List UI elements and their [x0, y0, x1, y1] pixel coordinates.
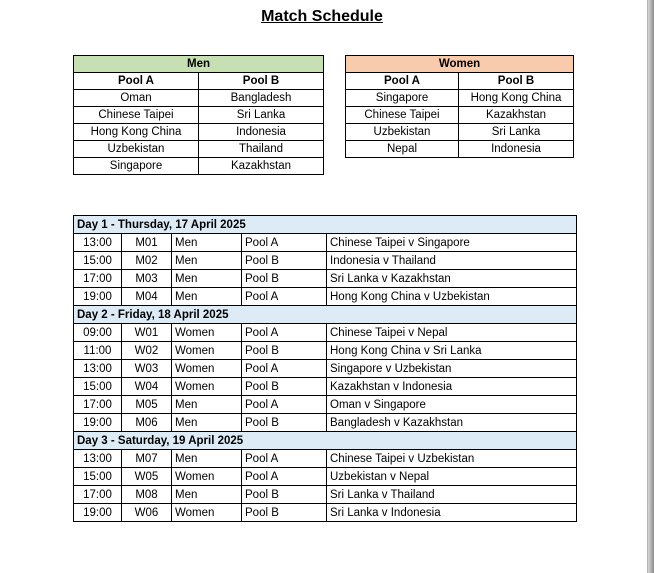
match-pool: Pool A [242, 324, 327, 342]
match-row [74, 234, 577, 252]
match-code: M04 [122, 288, 172, 306]
women-pool-b-team: Kazakhstan [459, 107, 574, 124]
match-time: 13:00 [74, 360, 122, 378]
page-title: Match Schedule [261, 8, 383, 25]
day-heading: Day 1 - Thursday, 17 April 2025 [74, 216, 577, 234]
match-time: 15:00 [74, 252, 122, 270]
women-pool-b-team: Sri Lanka [459, 124, 574, 141]
men-pools-body [74, 90, 324, 175]
women-pool-a-team: Singapore [346, 90, 459, 107]
match-category: Men [172, 396, 242, 414]
match-fixture: Chinese Taipei v Singapore [327, 234, 577, 252]
women-pools-body [346, 90, 574, 158]
match-fixture: Hong Kong China v Sri Lanka [327, 342, 577, 360]
match-time: 13:00 [74, 450, 122, 468]
women-pool-b-team: Indonesia [459, 141, 574, 158]
men-pool-b-team: Bangladesh [199, 90, 324, 107]
match-category: Men [172, 252, 242, 270]
match-fixture: Oman v Singapore [327, 396, 577, 414]
match-pool: Pool A [242, 234, 327, 252]
match-time: 17:00 [74, 396, 122, 414]
match-code: M02 [122, 252, 172, 270]
match-row [74, 252, 577, 270]
match-code: W05 [122, 468, 172, 486]
match-category: Women [172, 342, 242, 360]
match-pool: Pool B [242, 252, 327, 270]
women-pool-a-team: Chinese Taipei [346, 107, 459, 124]
match-category: Men [172, 270, 242, 288]
match-category: Women [172, 324, 242, 342]
men-pool-a-team: Oman [74, 90, 199, 107]
men-pool-row [74, 90, 324, 107]
men-heading: Men [74, 56, 324, 73]
women-pool-a-team: Uzbekistan [346, 124, 459, 141]
match-fixture: Sri Lanka v Thailand [327, 486, 577, 504]
day-heading: Day 2 - Friday, 18 April 2025 [74, 306, 577, 324]
men-pool-b-team: Thailand [199, 141, 324, 158]
match-category: Men [172, 486, 242, 504]
men-pool-b-team: Kazakhstan [199, 158, 324, 175]
men-pool-b-header: Pool B [199, 73, 324, 90]
match-code: M01 [122, 234, 172, 252]
match-time: 19:00 [74, 414, 122, 432]
women-pool-a-team: Nepal [346, 141, 459, 158]
match-code: W03 [122, 360, 172, 378]
match-schedule-body [74, 216, 577, 522]
match-code: M05 [122, 396, 172, 414]
men-pool-a-team: Singapore [74, 158, 199, 175]
match-code: M08 [122, 486, 172, 504]
women-pool-row [346, 107, 574, 124]
match-pool: Pool A [242, 288, 327, 306]
men-pool-a-header: Pool A [74, 73, 199, 90]
match-fixture: Sri Lanka v Kazakhstan [327, 270, 577, 288]
match-category: Men [172, 288, 242, 306]
women-pool-row [346, 124, 574, 141]
match-category: Women [172, 360, 242, 378]
match-pool: Pool A [242, 450, 327, 468]
match-pool: Pool A [242, 360, 327, 378]
men-pool-a-team: Hong Kong China [74, 124, 199, 141]
match-row [74, 486, 577, 504]
men-pool-a-team: Uzbekistan [74, 141, 199, 158]
match-fixture: Singapore v Uzbekistan [327, 360, 577, 378]
match-code: W02 [122, 342, 172, 360]
women-pool-b-team: Hong Kong China [459, 90, 574, 107]
men-pool-row [74, 158, 324, 175]
match-pool: Pool B [242, 414, 327, 432]
match-row [74, 360, 577, 378]
match-time: 17:00 [74, 270, 122, 288]
match-row [74, 450, 577, 468]
match-row [74, 288, 577, 306]
match-fixture: Sri Lanka v Indonesia [327, 504, 577, 522]
match-fixture: Indonesia v Thailand [327, 252, 577, 270]
match-category: Men [172, 414, 242, 432]
match-pool: Pool A [242, 396, 327, 414]
match-code: W01 [122, 324, 172, 342]
match-category: Women [172, 504, 242, 522]
men-pool-row [74, 141, 324, 158]
women-pool-row [346, 141, 574, 158]
match-row [74, 396, 577, 414]
men-pool-b-team: Sri Lanka [199, 107, 324, 124]
match-fixture: Uzbekistan v Nepal [327, 468, 577, 486]
match-row [74, 270, 577, 288]
match-category: Women [172, 468, 242, 486]
match-code: M03 [122, 270, 172, 288]
match-row [74, 342, 577, 360]
match-pool: Pool A [242, 468, 327, 486]
match-time: 15:00 [74, 468, 122, 486]
match-fixture: Kazakhstan v Indonesia [327, 378, 577, 396]
match-time: 09:00 [74, 324, 122, 342]
match-time: 17:00 [74, 486, 122, 504]
match-time: 13:00 [74, 234, 122, 252]
match-category: Men [172, 450, 242, 468]
match-time: 11:00 [74, 342, 122, 360]
match-fixture: Chinese Taipei v Nepal [327, 324, 577, 342]
match-pool: Pool B [242, 486, 327, 504]
women-heading: Women [346, 56, 574, 73]
match-fixture: Bangladesh v Kazakhstan [327, 414, 577, 432]
match-pool: Pool B [242, 378, 327, 396]
men-pool-row [74, 124, 324, 141]
match-code: W04 [122, 378, 172, 396]
men-pool-row [74, 107, 324, 124]
day-header-row [74, 432, 577, 450]
match-row [74, 324, 577, 342]
women-pool-b-header: Pool B [459, 73, 574, 90]
match-pool: Pool B [242, 504, 327, 522]
women-pool-a-header: Pool A [346, 73, 459, 90]
match-code: M06 [122, 414, 172, 432]
day-heading: Day 3 - Saturday, 19 April 2025 [74, 432, 577, 450]
match-time: 19:00 [74, 288, 122, 306]
match-fixture: Chinese Taipei v Uzbekistan [327, 450, 577, 468]
women-pool-row [346, 90, 574, 107]
match-fixture: Hong Kong China v Uzbekistan [327, 288, 577, 306]
day-header-row [74, 306, 577, 324]
men-pools-table [73, 55, 324, 175]
match-row [74, 414, 577, 432]
day-header-row [74, 216, 577, 234]
match-row [74, 468, 577, 486]
match-pool: Pool B [242, 270, 327, 288]
match-category: Men [172, 234, 242, 252]
page-shadow [648, 0, 654, 573]
women-pools-table [345, 55, 574, 158]
men-pool-b-team: Indonesia [199, 124, 324, 141]
match-pool: Pool B [242, 342, 327, 360]
match-row [74, 378, 577, 396]
match-category: Women [172, 378, 242, 396]
match-time: 15:00 [74, 378, 122, 396]
men-pool-a-team: Chinese Taipei [74, 107, 199, 124]
match-row [74, 504, 577, 522]
match-code: W06 [122, 504, 172, 522]
match-schedule-table [73, 215, 577, 522]
match-code: M07 [122, 450, 172, 468]
match-time: 19:00 [74, 504, 122, 522]
